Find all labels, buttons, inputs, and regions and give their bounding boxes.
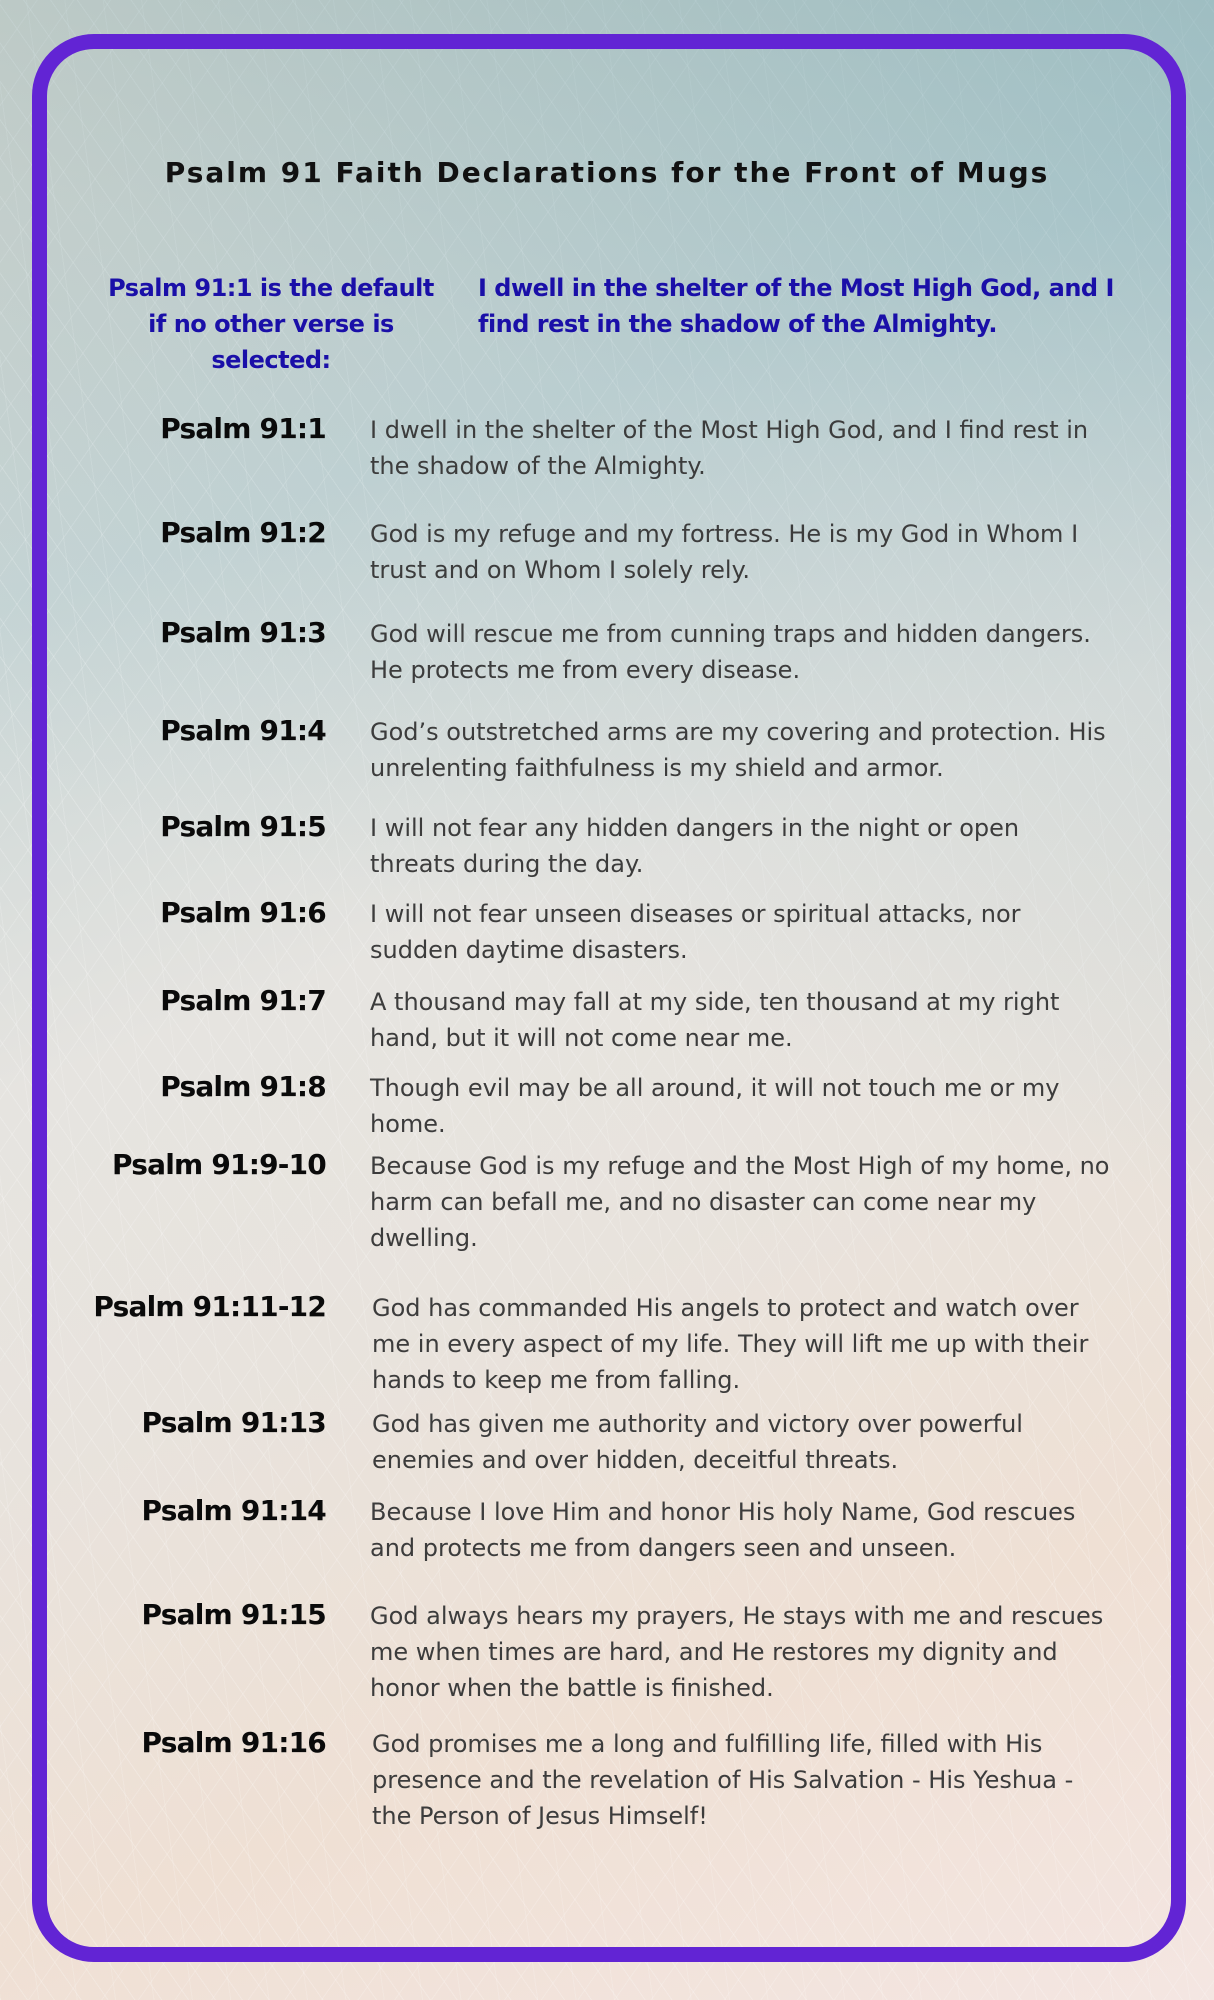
- verse-text: God is my refuge and my fortress. He is my God in Whom I trust and on Whom I solely rely.: [370, 520, 1079, 584]
- verse-text: A thousand may fall at my side, ten thousand at my right hand, but it will not come near me.: [370, 988, 1060, 1052]
- verse-text: God’s outstretched arms are my covering and protection. His unrelenting faithfulness is my shield and armor.: [370, 718, 1106, 782]
- verse-text: Because God is my refuge and the Most High of my home, no harm can befall me, and no disaster can come near my dwelling.: [370, 1152, 1110, 1252]
- verse-text: Because I love Him and honor His holy Name, God rescues and protects me from dangers seen and unseen.: [370, 1498, 1076, 1562]
- verse-text: God always hears my prayers, He stays with me and rescues me when times are hard, and He restores my dignity and honor when the battle is finished.: [370, 1602, 1104, 1702]
- verse-text: Though evil may be all around, it will not touch me or my home.: [370, 1074, 1060, 1138]
- verse-ref: Psalm 91:3: [160, 616, 326, 649]
- verse-text: God has commanded His angels to protect and watch over me in every aspect of my life. They will lift me up with their hands to keep me from falling.: [372, 1294, 1089, 1394]
- verse-ref: Psalm 91:8: [160, 1070, 326, 1103]
- verse-text: I will not fear unseen diseases or spiritual attacks, nor sudden daytime disasters.: [370, 900, 1021, 964]
- verse-text: God will rescue me from cunning traps and hidden dangers. He protects me from every disease.: [370, 620, 1091, 684]
- verse-ref: Psalm 91:11-12: [93, 1290, 326, 1323]
- verse-ref: Psalm 91:4: [160, 714, 326, 747]
- page-title: Psalm 91 Faith Declarations for the Front of Mugs: [164, 156, 1050, 189]
- verse-text: God promises me a long and fulfilling life, filled with His presence and the revelation of His Salvation - His Yeshua - the Person of Jesus Himself!: [372, 1730, 1074, 1830]
- verse-ref: Psalm 91:5: [160, 810, 326, 843]
- verse-ref: Psalm 91:13: [141, 1406, 326, 1439]
- verse-ref: Psalm 91:9-10: [112, 1148, 326, 1181]
- verse-ref: Psalm 91:16: [141, 1726, 326, 1759]
- verse-text: I dwell in the shelter of the Most High God, and I find rest in the shadow of the Almighty.: [370, 416, 1089, 480]
- default-verse-label: Psalm 91:1 is the default if no other verse is selected:: [108, 274, 434, 374]
- verse-ref: Psalm 91:2: [160, 516, 326, 549]
- verse-text: God has given me authority and victory over powerful enemies and over hidden, deceitful threats.: [372, 1410, 1023, 1474]
- verse-ref: Psalm 91:6: [160, 896, 326, 929]
- verse-ref: Psalm 91:15: [141, 1598, 326, 1631]
- default-verse-text: I dwell in the shelter of the Most High God, and I find rest in the shadow of the Almighty.: [478, 274, 1114, 338]
- verse-ref: Psalm 91:7: [160, 984, 326, 1017]
- verse-text: I will not fear any hidden dangers in the night or open threats during the day.: [370, 814, 1020, 878]
- verse-ref: Psalm 91:1: [160, 412, 326, 445]
- verse-ref: Psalm 91:14: [141, 1494, 326, 1527]
